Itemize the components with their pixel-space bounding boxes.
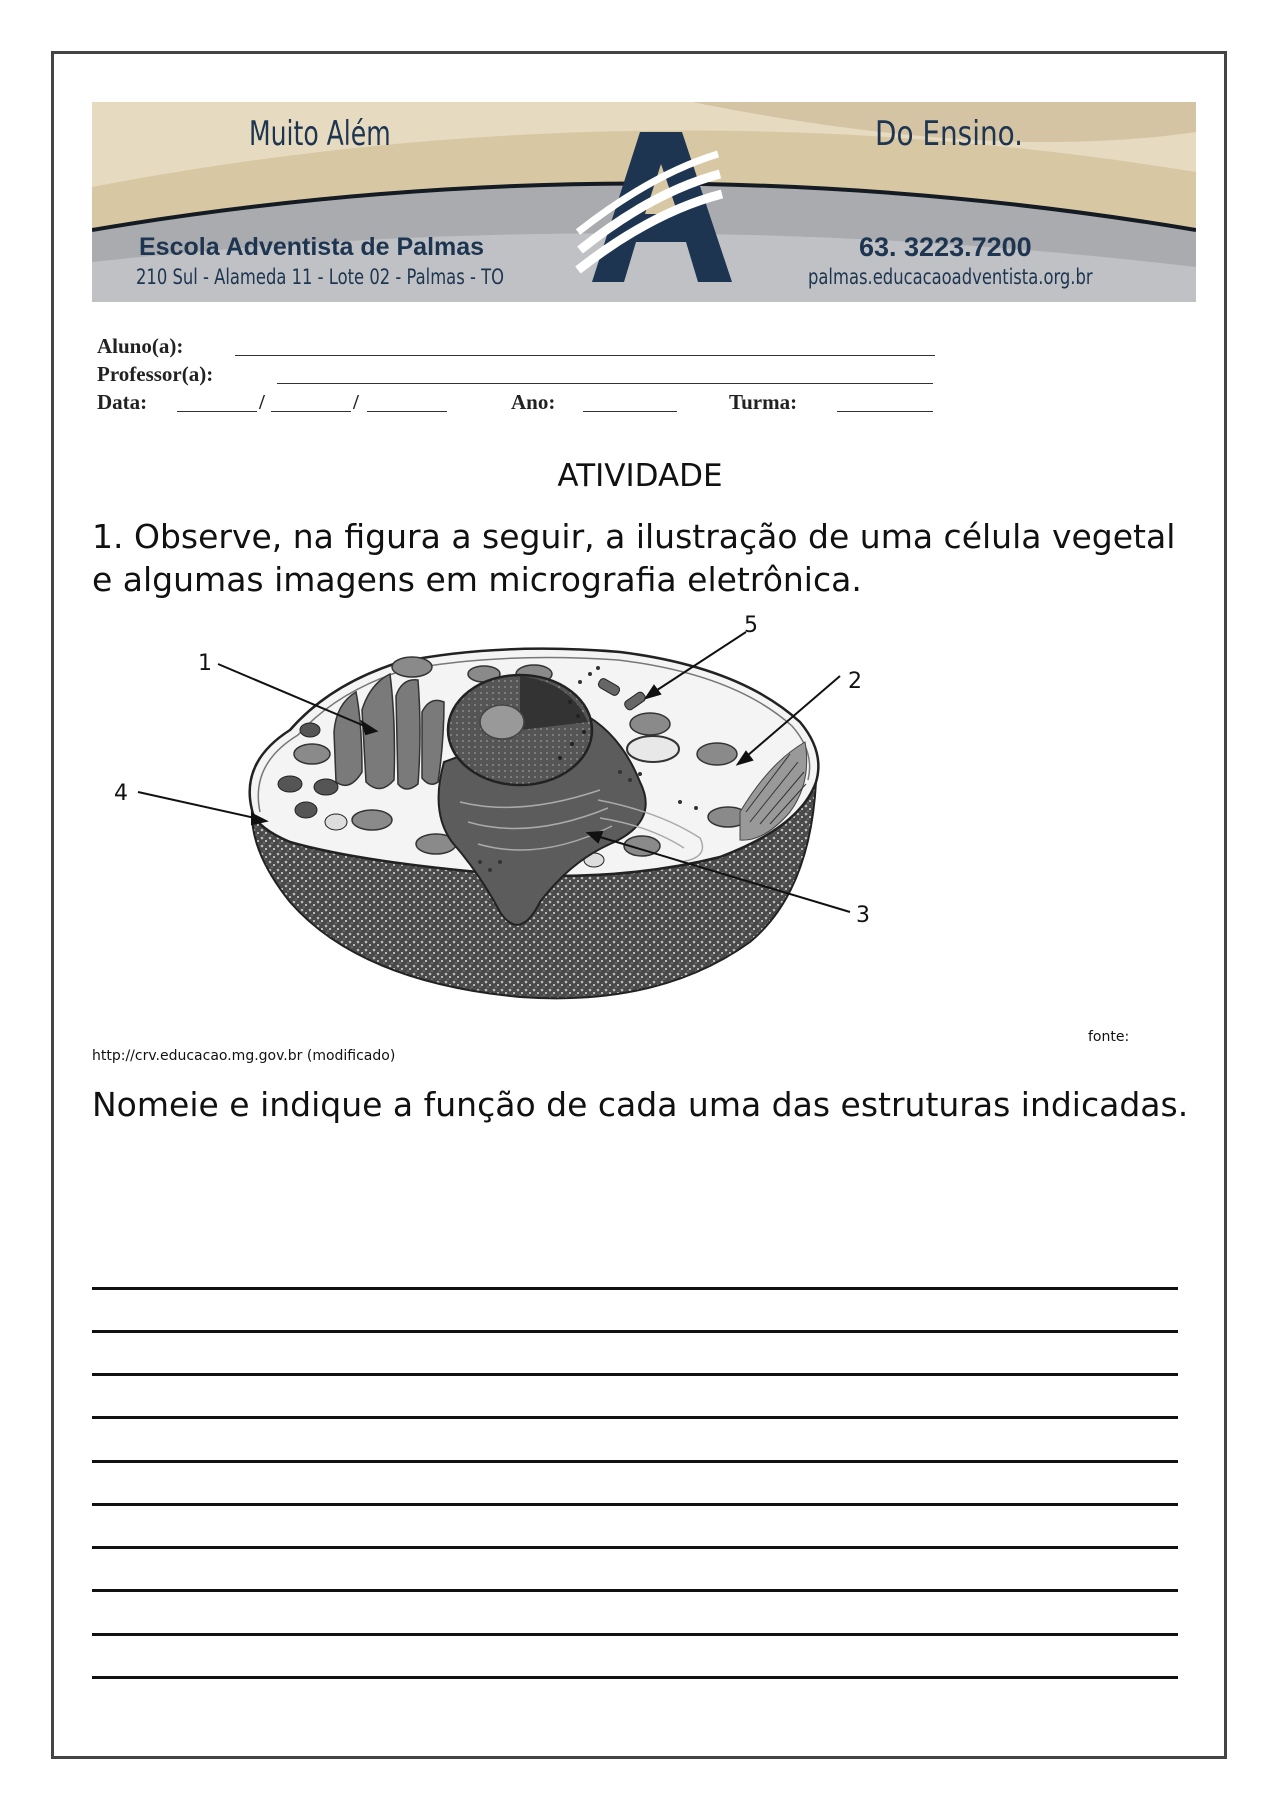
plant-cell-figure bbox=[100, 612, 920, 1016]
class-label: Turma: bbox=[729, 390, 798, 414]
date-label: Data: bbox=[97, 390, 148, 414]
pointer-4 bbox=[138, 792, 264, 820]
activity-title: ATIVIDADE bbox=[557, 458, 723, 494]
lysosome bbox=[627, 736, 679, 762]
date-separator: / bbox=[259, 390, 265, 414]
school-name: Escola Adventista de Palmas bbox=[139, 233, 485, 261]
source-label: fonte: bbox=[1088, 1029, 1130, 1045]
school-header-banner bbox=[92, 102, 1196, 302]
label-3: 3 bbox=[856, 903, 870, 928]
answer-line[interactable] bbox=[92, 1373, 1178, 1376]
answer-line[interactable] bbox=[92, 1287, 1178, 1290]
date-separator: / bbox=[353, 390, 359, 414]
label-5: 5 bbox=[744, 613, 758, 638]
school-phone: 63. 3223.7200 bbox=[859, 232, 1032, 262]
answer-line[interactable] bbox=[92, 1676, 1178, 1679]
student-field[interactable] bbox=[97, 334, 937, 360]
answer-line[interactable] bbox=[92, 1589, 1178, 1592]
student-name-line[interactable] bbox=[235, 355, 935, 356]
answer-line[interactable] bbox=[92, 1460, 1178, 1463]
answer-line[interactable] bbox=[92, 1330, 1178, 1333]
label-1: 1 bbox=[198, 651, 212, 676]
motto-right: Do Ensino. bbox=[875, 114, 1024, 154]
answer-line[interactable] bbox=[92, 1546, 1178, 1549]
answer-line[interactable] bbox=[92, 1416, 1178, 1419]
teacher-label: Professor(a): bbox=[97, 362, 214, 386]
date-year-class-row bbox=[97, 390, 937, 416]
class-line[interactable] bbox=[837, 411, 933, 412]
student-label: Aluno(a): bbox=[97, 334, 184, 358]
source-url: http://crv.educacao.mg.gov.br (modificado) bbox=[92, 1048, 396, 1064]
school-address: 210 Sul - Alameda 11 - Lote 02 - Palmas - TO bbox=[136, 265, 504, 289]
instruction-text: Nomeie e indique a função de cada uma das estruturas indicadas. bbox=[92, 1085, 1189, 1124]
date-day-line[interactable] bbox=[177, 411, 257, 412]
nucleolus bbox=[480, 705, 524, 739]
question-text: 1. Observe, na figura a seguir, a ilustração de uma célula vegetal e algumas imagens em micrografia eletrônica. bbox=[92, 517, 1176, 599]
motto-left: Muito Além bbox=[249, 114, 391, 154]
teacher-field[interactable] bbox=[97, 362, 937, 388]
answer-line[interactable] bbox=[92, 1503, 1178, 1506]
answer-line[interactable] bbox=[92, 1633, 1178, 1636]
date-year-line[interactable] bbox=[367, 411, 447, 412]
label-4: 4 bbox=[114, 781, 128, 806]
year-line[interactable] bbox=[583, 411, 677, 412]
school-website: palmas.educacaoadventista.org.br bbox=[808, 265, 1093, 289]
date-month-line[interactable] bbox=[271, 411, 351, 412]
label-2: 2 bbox=[848, 669, 862, 694]
year-label: Ano: bbox=[511, 390, 556, 414]
teacher-name-line[interactable] bbox=[277, 383, 933, 384]
